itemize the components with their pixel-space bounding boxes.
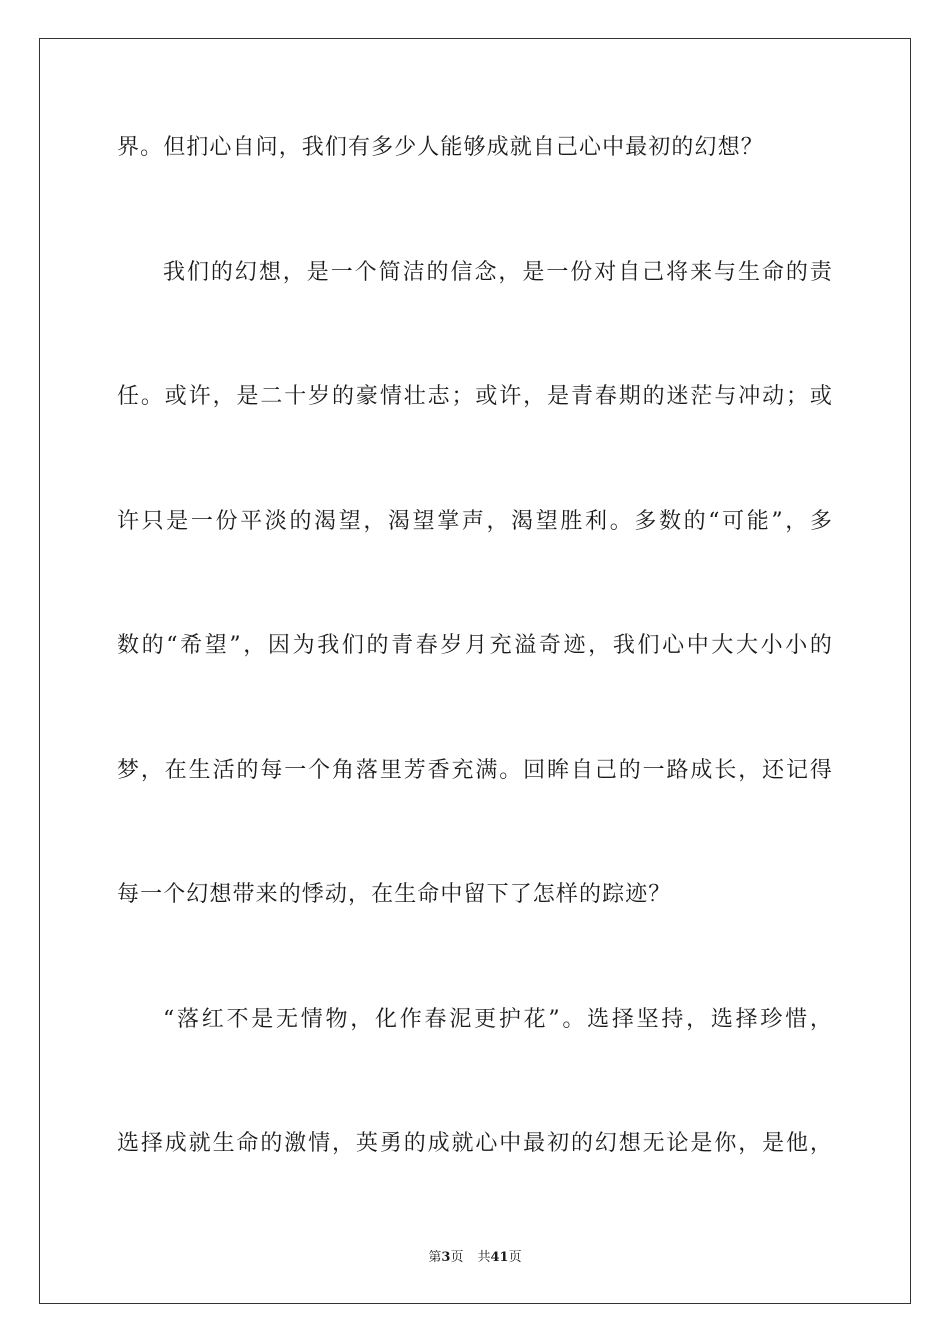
text-line-4: 许只是一份平淡的渴望，渴望掌声，渴望胜利。多数的“可能”，多	[117, 509, 833, 534]
footer-total-pages: 41	[490, 1250, 509, 1265]
text-line-1: 界。但扪心自问，我们有多少人能够成就自己心中最初的幻想？	[117, 135, 764, 160]
text-line-8: “落红不是无情物，化作春泥更护花”。选择坚持，选择珍惜，	[163, 1007, 833, 1032]
text-line-6: 梦，在生活的每一个角落里芳香充满。回眸自己的一路成长，还记得	[117, 758, 833, 783]
text-line-9: 选择成就生命的激情，英勇的成就心中最初的幻想无论是你，是他，	[117, 1131, 833, 1156]
text-line-7: 每一个幻想带来的悸动，在生命中留下了怎样的踪迹？	[117, 882, 672, 907]
footer-page-prefix: 第	[428, 1250, 442, 1265]
footer-page-suffix: 页	[450, 1250, 464, 1265]
footer-total-prefix: 共	[477, 1250, 491, 1265]
text-line-5: 数的“希望”，因为我们的青春岁月充溢奇迹，我们心中大大小小的	[117, 633, 833, 658]
footer-total-suffix: 页	[508, 1250, 522, 1265]
page-border	[39, 38, 911, 1304]
footer-page-number: 3	[441, 1250, 451, 1265]
text-line-3: 任。或许，是二十岁的豪情壮志；或许，是青春期的迷茫与冲动；或	[117, 384, 833, 409]
text-line-2: 我们的幻想，是一个简洁的信念，是一份对自己将来与生命的责	[163, 260, 833, 285]
page-footer	[0, 1246, 950, 1265]
